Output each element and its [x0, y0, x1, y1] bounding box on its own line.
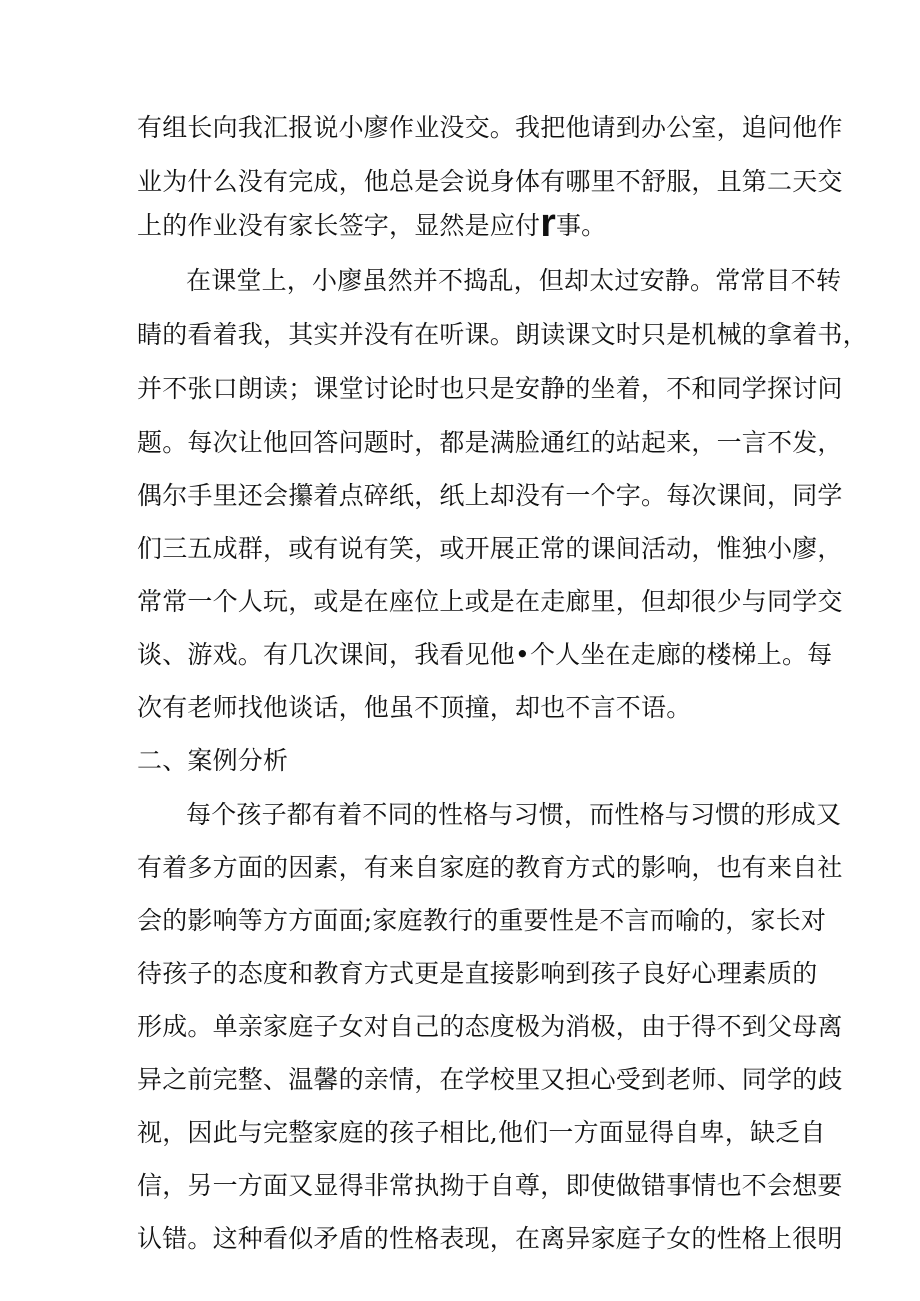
paragraph-3-line-4: 待孩子的态度和教育方式更是直接影响到孩子良好心理素质的: [137, 959, 818, 988]
paragraph-3-line-6: 异之前完整、温馨的亲情，在学校里又担心受到老师、同学的歧: [137, 1065, 843, 1094]
paragraph-1-line-3-text: 上的作业没有家长签字，显然是应付: [137, 211, 541, 240]
paragraph-1-line-3-end: 事。: [555, 211, 607, 240]
paragraph-3-line-1: 每个孩子都有着不同的性格与习惯，而性格与习惯的形成又: [186, 800, 842, 829]
paragraph-2-line-6: 们三五成群，或有说有笑，或开展正常的课间活动，惟独小廖，: [137, 534, 843, 563]
paragraph-2-line-1: 在课堂上，小廖虽然并不捣乱，但却太过安静。常常目不转: [186, 266, 842, 295]
paragraph-3-line-9: 认错。这种看似矛盾的性格表现，在离异家庭子女的性格上很明: [137, 1224, 843, 1253]
paragraph-2-line-4: 题。每次让他回答问题时，都是满脸通红的站起来，一言不发，: [137, 428, 843, 457]
paragraph-3-line-2: 有着多方面的因素，有来自家庭的教育方式的影响，也有来自社: [137, 853, 843, 882]
paragraph-3-line-7: 视，因此与完整家庭的孩子相比,他们一方面显得自卑，缺乏自: [137, 1118, 826, 1147]
paragraph-1-line-2: 业为什么没有完成，他总是会说身体有哪里不舒服，且第二天交: [137, 167, 843, 196]
paragraph-1-line-3: [137, 201, 797, 248]
section-heading: 二、案例分析: [137, 746, 289, 775]
paragraph-3-line-8: 信，另一方面又显得非常执拗于自尊，即使做错事情也不会想要: [137, 1171, 843, 1200]
paragraph-2-line-3: 并不张口朗读；课堂讨论时也只是安静的坐着，不和同学探讨问: [137, 374, 843, 403]
paragraph-1-line-3-glyph: r: [540, 201, 556, 245]
paragraph-2-line-7: 常常一个人玩，或是在座位上或是在走廊里，但却很少与同学交: [137, 587, 843, 616]
paragraph-1-line-1: 有组长向我汇报说小廖作业没交。我把他请到办公室，追问他作: [137, 113, 843, 142]
paragraph-2-line-8: 谈、游戏。有几次课间，我看见他•个人坐在走廊的楼梯上。每: [137, 640, 833, 669]
paragraph-2-line-9: 次有老师找他谈话，他虽不顶撞，却也不言不语。: [137, 693, 692, 722]
paragraph-2-line-5: 偶尔手里还会攥着点碎纸，纸上却没有一个字。每次课间，同学: [137, 481, 843, 510]
paragraph-2-line-2: 睛的看着我，其实并没有在听课。朗读课文时只是机械的拿着书，: [137, 320, 868, 349]
paragraph-3-line-5: 形成。单亲家庭子女对自己的态度极为消极，由于得不到父母离: [137, 1012, 843, 1041]
paragraph-3-line-3: 会的影响等方方面面;家庭教行的重要性是不言而喻的，家长对: [137, 906, 827, 935]
